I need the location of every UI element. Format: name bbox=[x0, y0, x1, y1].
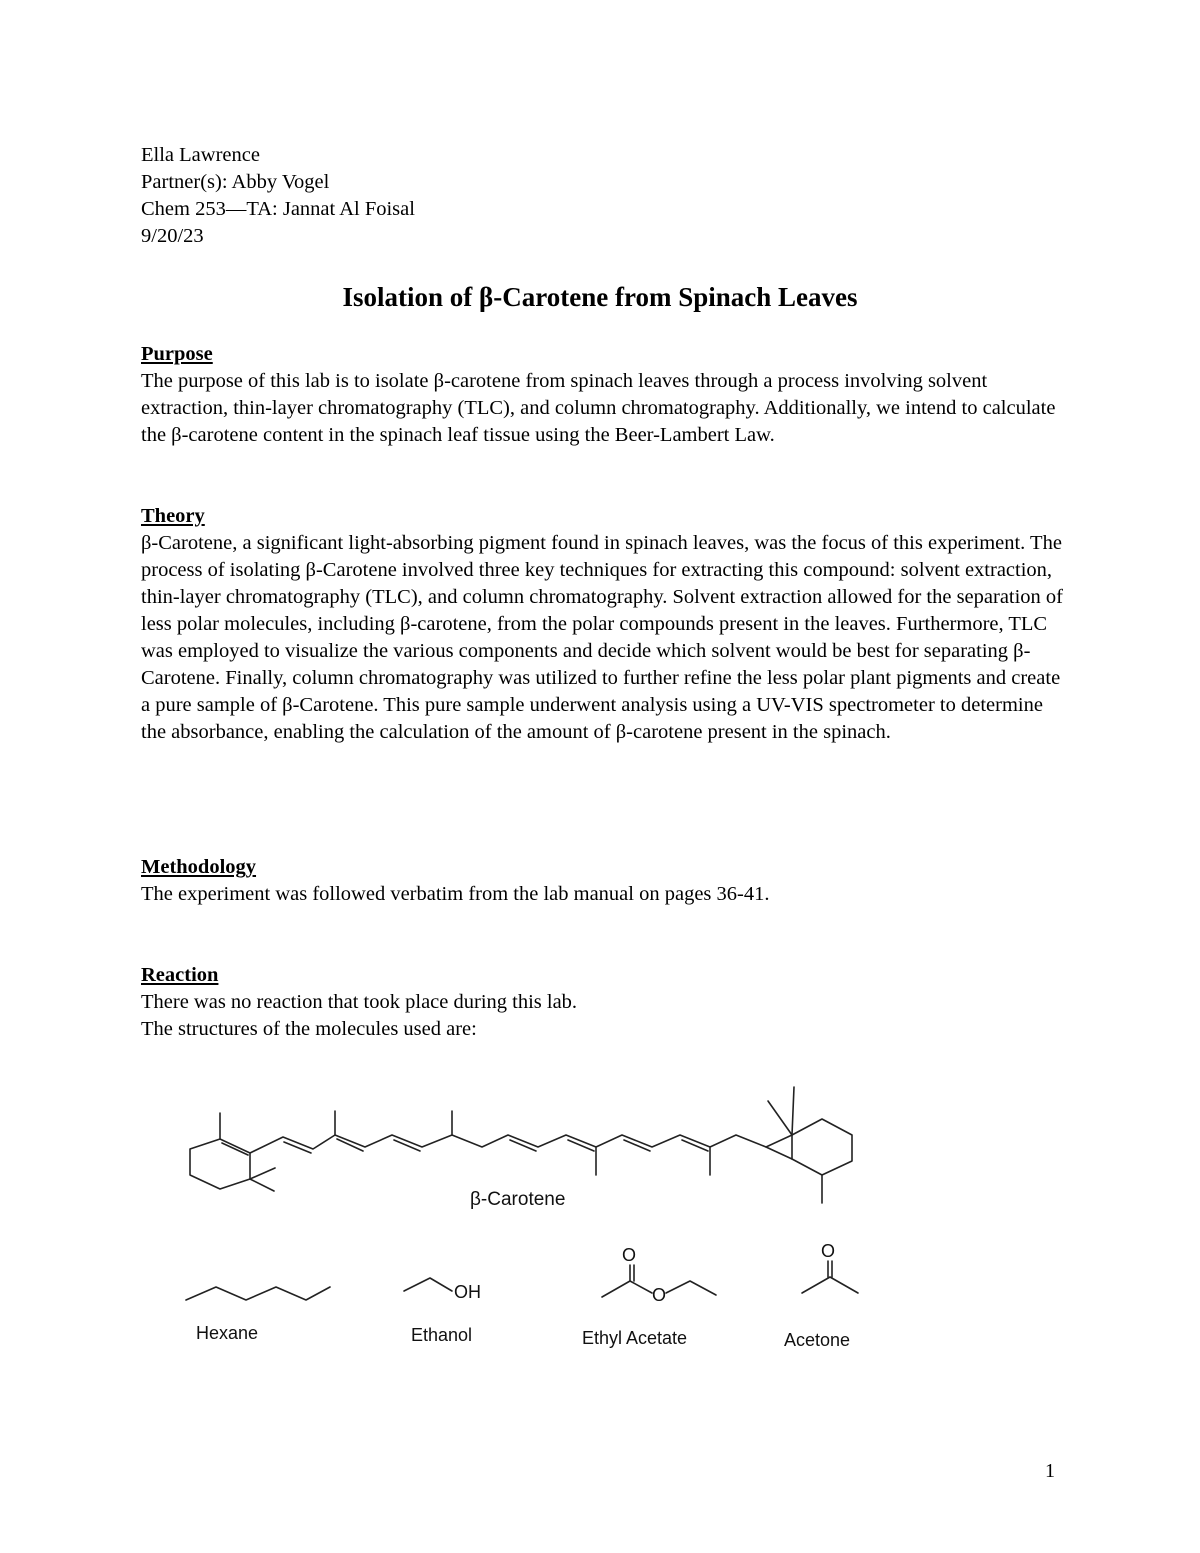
acetone-label: Acetone bbox=[784, 1330, 851, 1350]
purpose-section bbox=[141, 341, 1071, 449]
methodology-heading: Methodology bbox=[141, 856, 257, 878]
reaction-line-1: There was no reaction that took place during this lab. bbox=[141, 991, 578, 1013]
author-name: Ella Lawrence bbox=[141, 144, 260, 166]
date-line: 9/20/23 bbox=[141, 225, 204, 247]
ethanol-label: Ethanol bbox=[411, 1325, 473, 1345]
purpose-body: The purpose of this lab is to isolate β-carotene from spinach leaves through a process involving solvent extraction, thin-layer chromatography (TLC), and column chromatography. Additionally, we intend to calculate the β-carotene content in the spinach leaf tissue using the Beer-Lambert Law. bbox=[141, 370, 1056, 446]
page-number: 1 bbox=[1045, 1460, 1055, 1482]
ethyl-acetate-ester-oxygen: O bbox=[652, 1285, 667, 1305]
beta-carotene-label: β-Carotene bbox=[470, 1189, 566, 1210]
purpose-heading: Purpose bbox=[141, 343, 213, 365]
theory-body: β-Carotene, a significant light-absorbing pigment found in spinach leaves, was the focus of this experiment. The process of isolating β-Carotene involved three key techniques for extracting this compound: solvent extraction, thin-layer chromatography (TLC), and column chromatography. Solvent extraction allowed for the separation of less polar molecules, including β-carotene, from the polar compounds present in the leaves. Furthermore, TLC was employed to visualize the various components and decide which solvent would be best for separating β-Carotene. Finally, column chromatography was utilized to further refine the less polar plant pigments and create a pure sample of β-Carotene. This pure sample underwent analysis using a UV-VIS spectrometer to determine the absorbance, enabling the calculation of the amount of β-carotene present in the spinach. bbox=[141, 532, 1064, 743]
acetone-carbonyl-oxygen: O bbox=[821, 1241, 836, 1261]
theory-heading: Theory bbox=[141, 505, 205, 527]
beta-carotene-structure bbox=[190, 1087, 852, 1203]
molecule-structures-drawing bbox=[170, 1075, 890, 1365]
reaction-heading: Reaction bbox=[141, 964, 219, 986]
ethyl-acetate-carbonyl-oxygen: O bbox=[622, 1245, 637, 1265]
methodology-body: The experiment was followed verbatim from the lab manual on pages 36-41. bbox=[141, 883, 770, 905]
molecule-structures-figure bbox=[170, 1075, 890, 1365]
partners-line: Partner(s): Abby Vogel bbox=[141, 171, 330, 193]
course-line: Chem 253—TA: Jannat Al Foisal bbox=[141, 198, 415, 220]
ethyl-acetate-label: Ethyl Acetate bbox=[582, 1328, 688, 1348]
reaction-line-2: The structures of the molecules used are: bbox=[141, 1018, 477, 1040]
document-header bbox=[141, 142, 415, 250]
theory-section bbox=[141, 503, 1071, 746]
document-title: Isolation of β-Carotene from Spinach Leaves bbox=[342, 282, 858, 312]
acetone-structure bbox=[802, 1261, 858, 1293]
hexane-structure bbox=[186, 1287, 330, 1300]
reaction-section bbox=[141, 962, 1071, 1043]
ethanol-structure bbox=[404, 1278, 452, 1291]
ethanol-hydroxyl-atom: OH bbox=[454, 1282, 481, 1302]
hexane-label: Hexane bbox=[196, 1323, 259, 1343]
methodology-section bbox=[141, 854, 1071, 908]
